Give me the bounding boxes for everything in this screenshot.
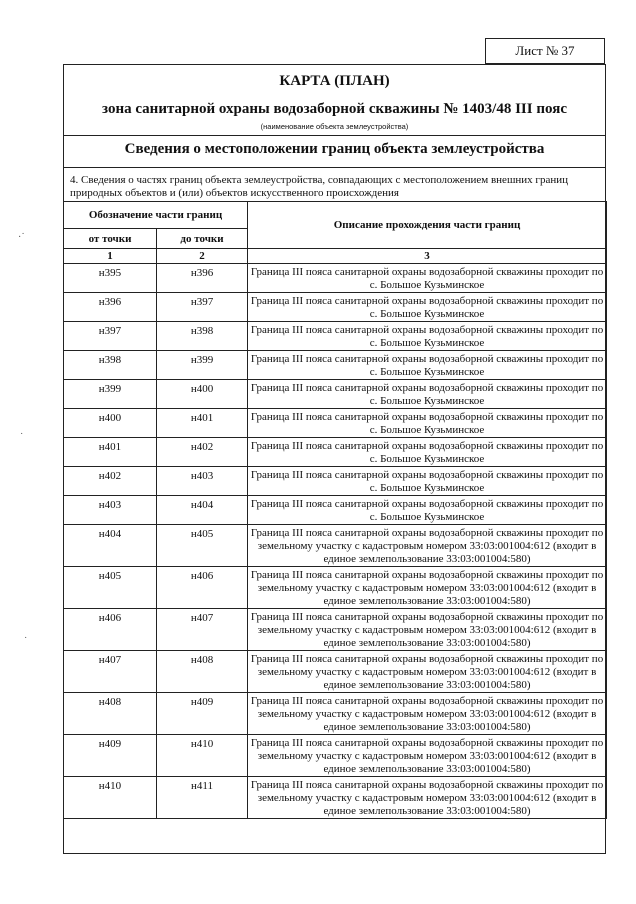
to-point: н406: [157, 567, 248, 609]
table-row: [64, 525, 607, 567]
to-point: н401: [157, 409, 248, 438]
table-row: [64, 293, 607, 322]
table-row: [64, 496, 607, 525]
table-row: [64, 609, 607, 651]
table-row: [64, 264, 607, 293]
table-row: [64, 438, 607, 467]
column-number: 3: [248, 249, 607, 264]
from-point: н404: [64, 525, 157, 567]
section-title: Сведения о местоположении границ объекта землеустройства: [124, 141, 545, 157]
to-point: н410: [157, 735, 248, 777]
to-point: н405: [157, 525, 248, 567]
divider: [64, 167, 605, 168]
to-point: н403: [157, 467, 248, 496]
to-point: н400: [157, 380, 248, 409]
boundary-description: Граница III пояса санитарной охраны водозаборной скважины проходит по с. Большое Кузьминское: [248, 351, 607, 380]
table-row: [64, 693, 607, 735]
boundary-description: Граница III пояса санитарной охраны водозаборной скважины проходит по земельному участку с кадастровым номером 33:03:001004:612 (входит в единое землепользование 33:03:001004:580): [248, 609, 607, 651]
table-row: [64, 777, 607, 819]
to-point: н396: [157, 264, 248, 293]
header-group: Обозначение части границ: [64, 202, 248, 229]
to-point: н407: [157, 609, 248, 651]
from-point: н400: [64, 409, 157, 438]
from-point: н406: [64, 609, 157, 651]
to-point: н397: [157, 293, 248, 322]
header-to-point: до точки: [157, 229, 248, 249]
boundary-table: [63, 201, 607, 819]
table-row: [64, 735, 607, 777]
from-point: н407: [64, 651, 157, 693]
boundary-description: Граница III пояса санитарной охраны водозаборной скважины проходит по земельному участку с кадастровым номером 33:03:001004:612 (входит в единое землепользование 33:03:001004:580): [248, 651, 607, 693]
to-point: н399: [157, 351, 248, 380]
boundary-description: Граница III пояса санитарной охраны водозаборной скважины проходит по с. Большое Кузьминское: [248, 293, 607, 322]
boundary-description: Граница III пояса санитарной охраны водозаборной скважины проходит по с. Большое Кузьминское: [248, 496, 607, 525]
column-number: 2: [157, 249, 248, 264]
to-point: н409: [157, 693, 248, 735]
from-point: н395: [64, 264, 157, 293]
from-point: н410: [64, 777, 157, 819]
boundary-description: Граница III пояса санитарной охраны водозаборной скважины проходит по земельному участку с кадастровым номером 33:03:001004:612 (входит в единое землепользование 33:03:001004:580): [248, 567, 607, 609]
scan-mark: ˙: [20, 432, 24, 443]
sheet-number: Лист № 37: [515, 43, 575, 58]
to-point: н411: [157, 777, 248, 819]
from-point: н399: [64, 380, 157, 409]
to-point: н408: [157, 651, 248, 693]
table-row: [64, 380, 607, 409]
table-row: [64, 351, 607, 380]
table-row: [64, 651, 607, 693]
header-from-point: от точки: [64, 229, 157, 249]
from-point: н408: [64, 693, 157, 735]
from-point: н402: [64, 467, 157, 496]
from-point: н401: [64, 438, 157, 467]
table-row: [64, 322, 607, 351]
subtitle-note: (наименование объекта землеустройства): [260, 122, 409, 131]
header-description: Описание прохождения части границ: [248, 202, 607, 249]
to-point: н404: [157, 496, 248, 525]
from-point: н409: [64, 735, 157, 777]
document-frame: [63, 64, 606, 854]
from-point: н403: [64, 496, 157, 525]
from-point: н405: [64, 567, 157, 609]
boundary-description: Граница III пояса санитарной охраны водозаборной скважины проходит по с. Большое Кузьминское: [248, 409, 607, 438]
boundary-description: Граница III пояса санитарной охраны водозаборной скважины проходит по с. Большое Кузьминское: [248, 322, 607, 351]
to-point: н402: [157, 438, 248, 467]
scan-mark: ·˙: [18, 232, 25, 243]
to-point: н398: [157, 322, 248, 351]
scan-mark: ˙: [24, 636, 28, 647]
sheet-number-box: [485, 38, 605, 64]
column-number: 1: [64, 249, 157, 264]
boundary-description: Граница III пояса санитарной охраны водозаборной скважины проходит по с. Большое Кузьминское: [248, 467, 607, 496]
boundary-description: Граница III пояса санитарной охраны водозаборной скважины проходит по с. Большое Кузьминское: [248, 264, 607, 293]
from-point: н396: [64, 293, 157, 322]
document-title: КАРТА (ПЛАН): [279, 73, 390, 89]
from-point: н397: [64, 322, 157, 351]
boundary-description: Граница III пояса санитарной охраны водозаборной скважины проходит по земельному участку с кадастровым номером 33:03:001004:612 (входит в единое землепользование 33:03:001004:580): [248, 777, 607, 819]
table-row: [64, 409, 607, 438]
intro-text: 4. Сведения о частях границ объекта землеустройства, совпадающих с местоположением внешних границ природных объектов и (или) объектов искусственного происхождения: [70, 174, 568, 199]
document-subtitle: зона санитарной охраны водозаборной скважины № 1403/48 III пояс: [102, 101, 567, 117]
divider: [64, 135, 605, 136]
boundary-description: Граница III пояса санитарной охраны водозаборной скважины проходит по земельному участку с кадастровым номером 33:03:001004:612 (входит в единое землепользование 33:03:001004:580): [248, 693, 607, 735]
from-point: н398: [64, 351, 157, 380]
boundary-description: Граница III пояса санитарной охраны водозаборной скважины проходит по с. Большое Кузьминское: [248, 438, 607, 467]
boundary-description: Граница III пояса санитарной охраны водозаборной скважины проходит по земельному участку с кадастровым номером 33:03:001004:612 (входит в единое землепользование 33:03:001004:580): [248, 735, 607, 777]
boundary-description: Граница III пояса санитарной охраны водозаборной скважины проходит по с. Большое Кузьминское: [248, 380, 607, 409]
table-row: [64, 467, 607, 496]
table-row: [64, 567, 607, 609]
boundary-description: Граница III пояса санитарной охраны водозаборной скважины проходит по земельному участку с кадастровым номером 33:03:001004:612 (входит в единое землепользование 33:03:001004:580): [248, 525, 607, 567]
